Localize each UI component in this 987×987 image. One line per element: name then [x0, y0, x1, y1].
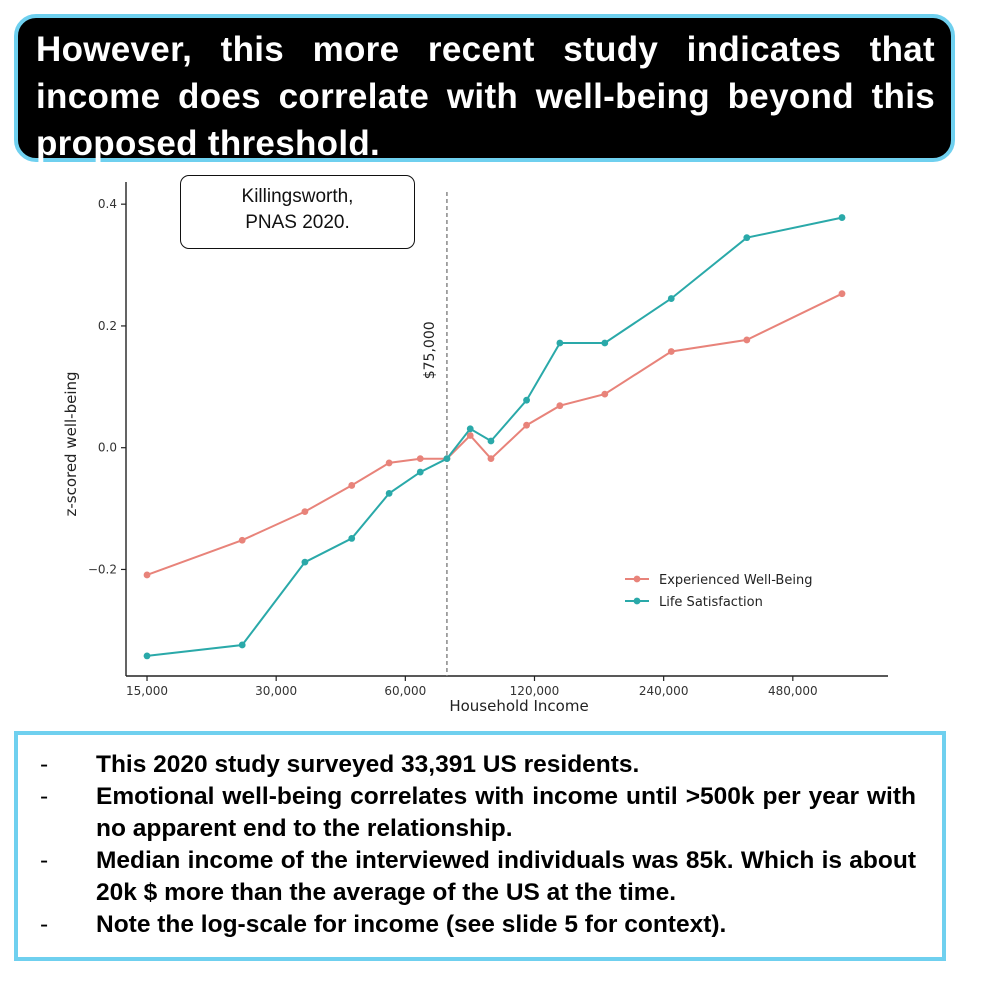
series-line-life-satisfaction: [147, 218, 842, 656]
series-line-experienced-well-being: [147, 294, 842, 575]
bullet-item: [40, 781, 916, 845]
data-point: [144, 572, 151, 579]
bullet-text: This 2020 study surveyed 33,391 US residents.: [96, 751, 640, 778]
line-chart: [50, 172, 900, 717]
y-axis-title: z-scored well-being: [62, 371, 80, 517]
x-tick-label: 480,000: [768, 684, 818, 698]
summary-box: [14, 731, 946, 961]
data-point: [743, 234, 750, 241]
data-point: [348, 535, 355, 542]
data-point: [556, 340, 563, 347]
legend-swatch-point: [634, 598, 641, 605]
data-point: [444, 455, 451, 462]
legend-label: Life Satisfaction: [659, 595, 763, 610]
data-point: [144, 653, 151, 660]
bullet-dash: -: [40, 911, 49, 938]
data-point: [523, 397, 530, 404]
data-point: [239, 537, 246, 544]
data-point: [601, 391, 608, 398]
bullet-text: Emotional well-being correlates with income until >500k per year with no apparent end to the relationship.: [96, 783, 916, 842]
legend-swatch-point: [634, 576, 641, 583]
bullet-dash: -: [40, 751, 49, 778]
data-point: [386, 460, 393, 467]
citation-box: [180, 175, 415, 249]
citation-line-2: PNAS 2020.: [245, 212, 350, 233]
data-point: [488, 438, 495, 445]
bullet-text: Note the log-scale for income (see slide 5 for context).: [96, 911, 727, 938]
x-tick-label: 240,000: [638, 684, 689, 698]
bullet-dash: -: [40, 783, 49, 810]
data-point: [523, 422, 530, 429]
threshold-label: $75,000: [421, 321, 438, 380]
data-point: [417, 455, 424, 462]
data-point: [668, 348, 675, 355]
x-tick-label: 60,000: [384, 684, 427, 698]
data-point: [839, 214, 846, 221]
data-point: [839, 290, 846, 297]
x-axis-title: Household Income: [449, 697, 589, 715]
y-tick-label: 0.2: [97, 318, 117, 333]
citation-line-1: Killingsworth,: [241, 186, 354, 207]
header-text: However, this more recent study indicates that income does correlate with well-being beyond this proposed threshold.: [36, 30, 935, 163]
data-point: [417, 469, 424, 476]
legend-label: Experienced Well-Being: [659, 573, 813, 588]
bullet-item: [40, 749, 916, 781]
data-point: [239, 642, 246, 649]
bullet-text: Median income of the interviewed individuals was 85k. Which is about 20k $ more than the average of the US at the time.: [96, 847, 916, 906]
data-point: [302, 559, 309, 566]
data-point: [302, 508, 309, 515]
data-point: [556, 402, 563, 409]
y-tick-label: −0.2: [87, 562, 117, 577]
y-tick-label: 0.4: [97, 197, 117, 212]
data-point: [467, 425, 474, 432]
data-point: [668, 295, 675, 302]
header-banner: [14, 14, 955, 162]
data-point: [743, 337, 750, 344]
data-point: [601, 340, 608, 347]
x-tick-label: 15,000: [126, 684, 169, 698]
bullet-item: [40, 845, 916, 909]
x-tick-label: 30,000: [255, 684, 298, 698]
x-tick-label: 120,000: [509, 684, 560, 698]
data-point: [386, 490, 393, 497]
bullet-item: [40, 909, 916, 941]
data-point: [488, 455, 495, 462]
y-tick-label: 0.0: [97, 440, 117, 455]
bullet-dash: -: [40, 847, 49, 874]
data-point: [348, 482, 355, 489]
